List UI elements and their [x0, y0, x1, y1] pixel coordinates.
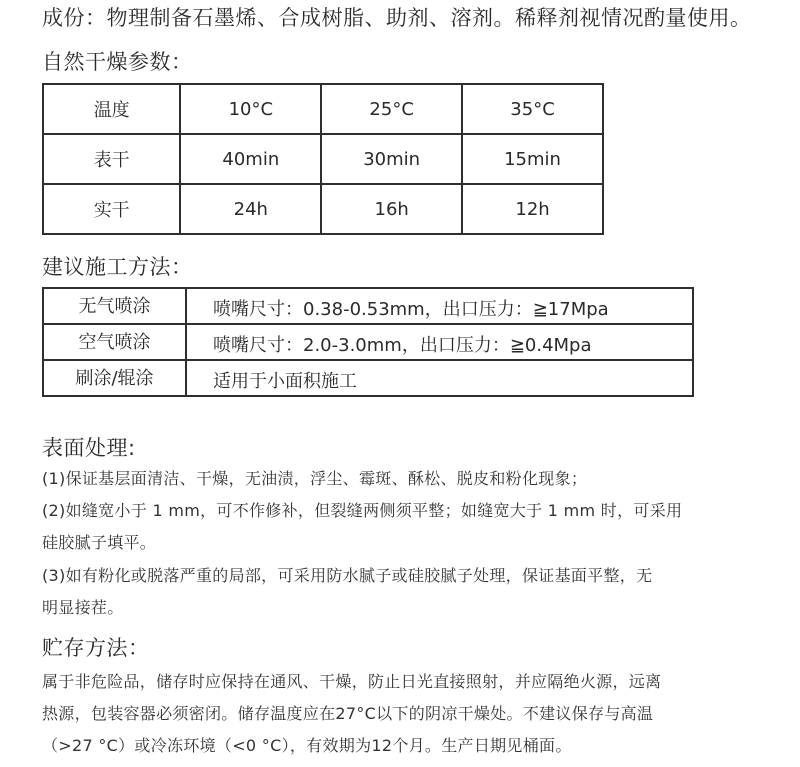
table-cell: 15min: [462, 134, 603, 184]
paragraph-line: 热源，包装容器必须密闭。储存温度应在27°C以下的阴凉干燥处。不建议保存与高温: [42, 704, 654, 723]
temp-10-header: 10°C: [180, 84, 321, 134]
method-value: 适用于小面积施工: [186, 360, 693, 396]
surface-treatment-heading: 表面处理:: [42, 436, 136, 460]
table-cell: 12h: [462, 184, 603, 234]
paragraph-line: (1)保证基层面清洁、干燥，无油渍，浮尘、霉斑、酥松、脱皮和粉化现象；: [42, 469, 588, 488]
method-label: 空气喷涂: [43, 324, 186, 360]
storage-method-heading: 贮存方法：: [42, 636, 150, 660]
temperature-header: 温度: [43, 84, 180, 134]
drying-params-heading: 自然干燥参数：: [42, 50, 193, 74]
table-cell: 30min: [321, 134, 462, 184]
method-value: 喷嘴尺寸：2.0-3.0mm，出口压力：≧0.4Mpa: [186, 324, 693, 360]
paragraph-line: (2)如缝宽小于 1 mm，可不作修补，但裂缝两侧须平整；如缝宽大于 1 mm 时，可采用: [42, 501, 683, 520]
table-cell: 24h: [180, 184, 321, 234]
construction-method-table: [42, 287, 694, 397]
hard-dry-label: 实干: [43, 184, 180, 234]
paragraph-line: (3)如有粉化或脱落严重的局部，可采用防水腻子或硅胶腻子处理，保证基面平整，无: [42, 566, 653, 585]
temp-25-header: 25°C: [321, 84, 462, 134]
table-row: [43, 288, 693, 324]
table-row: [43, 134, 603, 184]
temp-35-header: 35°C: [462, 84, 603, 134]
construction-method-heading: 建议施工方法：: [42, 255, 193, 279]
table-row: [43, 360, 693, 396]
paragraph-line: 硅胶腻子填平。: [42, 533, 157, 552]
table-cell: 40min: [180, 134, 321, 184]
paragraph-line: 明显接茬。: [42, 598, 124, 617]
paragraph-line: 属于非危险品，储存时应保持在通风、干燥，防止日光直接照射，并应隔绝火源，远离: [42, 672, 662, 691]
surface-dry-label: 表干: [43, 134, 180, 184]
table-row: [43, 84, 603, 134]
paragraph-line: （>27 °C）或冷冻环境（<0 °C），有效期为12个月。生产日期见桶面。: [42, 736, 572, 755]
drying-params-table: [42, 83, 604, 235]
table-row: [43, 184, 603, 234]
table-cell: 16h: [321, 184, 462, 234]
method-value: 喷嘴尺寸：0.38-0.53mm，出口压力：≧17Mpa: [186, 288, 693, 324]
table-row: [43, 324, 693, 360]
method-label: 无气喷涂: [43, 288, 186, 324]
method-label: 刷涂/辊涂: [43, 360, 186, 396]
composition-text: 成份：物理制备石墨烯、合成树脂、助剂、溶剂。稀释剂视情况酌量使用。: [42, 6, 752, 30]
